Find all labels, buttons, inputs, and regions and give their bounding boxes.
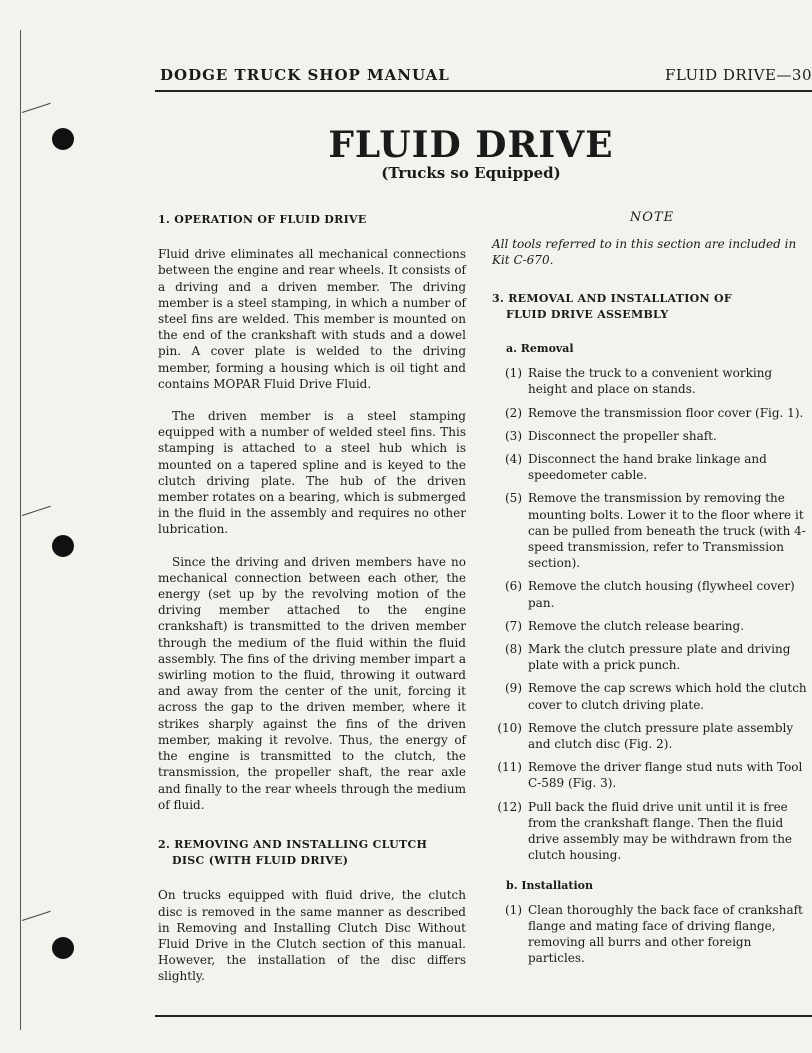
step-text: Disconnect the propeller shaft.: [528, 428, 717, 443]
step-text: Remove the clutch release bearing.: [528, 618, 745, 633]
page-title: FLUID DRIVE: [328, 124, 614, 166]
step-text: Mark the clutch pressure plate and driving plate with a prick punch.: [528, 642, 791, 673]
left-column: [158, 212, 466, 1001]
step-number: (12): [497, 799, 522, 814]
step-number: (10): [497, 720, 522, 735]
list-item: [492, 490, 812, 571]
edge-tick: [22, 506, 51, 516]
step-text: Remove the transmission floor cover (Fig. 1).: [528, 405, 804, 420]
step-text: Remove the cap screws which hold the clutch cover to clutch driving plate.: [528, 681, 807, 712]
step-text: Remove the transmission by removing the mounting bolts. Lower it to the floor where it can be pulled from beneath the truck (with 4-speed transmission, refer to Transmission section).: [528, 491, 806, 571]
step-number: (6): [505, 579, 522, 594]
edge-tick: [22, 103, 51, 113]
step-text: Disconnect the hand brake linkage and speedometer cable.: [528, 452, 767, 483]
step-text: Raise the truck to a convenient working height and place on stands.: [528, 366, 773, 397]
step-number: (1): [505, 902, 522, 917]
removal-steps: [492, 365, 812, 863]
list-item: [492, 902, 812, 967]
removal-subheading: a. Removal: [506, 342, 574, 356]
section-2-heading: [158, 837, 466, 869]
step-number: (3): [505, 428, 522, 443]
list-item: [492, 451, 812, 483]
list-item: [492, 618, 812, 634]
step-text: Pull back the fluid drive unit until it is free from the crankshaft flange. Then the fluid drive assembly may be withdrawn from the clutch housing.: [528, 799, 793, 863]
page-subtitle: (Trucks so Equipped): [381, 164, 561, 182]
section-2-heading-line-2: DISC (WITH FLUID DRIVE): [172, 854, 349, 868]
step-number: (9): [505, 681, 522, 696]
section-1-paragraph-1: Fluid drive eliminates all mechanical connections between the engine and rear wheels. It consists of a driving and a driven member. The driving member is a steel stamping, in which a number of steel fins are welded. This member is mounted on the end of the crankshaft with studs and a dowel pin. A cover plate is welded to the driving member, forming a housing which is oil tight and contains MOPAR Fluid Drive Fluid.: [158, 247, 466, 391]
section-1-heading: 1. OPERATION OF FLUID DRIVE: [158, 213, 367, 226]
step-text: Remove the clutch pressure plate assembly and clutch disc (Fig. 2).: [528, 720, 794, 752]
installation-subheading: b. Installation: [506, 878, 593, 892]
step-number: (7): [505, 618, 522, 633]
section-3-heading-line-2: FLUID DRIVE ASSEMBLY: [506, 307, 669, 321]
section-2-paragraph-1: On trucks equipped with fluid drive, the clutch disc is removed in the same manner as described in Removing and Installing Clutch Disc Without Fluid Drive in the Clutch section of this manual. However, the installation of the disc differs slightly.: [158, 888, 466, 984]
footer-rule: [155, 1015, 812, 1017]
step-text: Clean thoroughly the back face of crankshaft flange and mating face of driving flange, removing all burrs and other foreign particles.: [528, 902, 803, 966]
installation-steps: [492, 902, 812, 967]
list-item: [492, 759, 812, 791]
header-rule: [155, 90, 812, 92]
section-1-paragraph-3: Since the driving and driven members have no mechanical connection between each other, the energy (set up by the revolving motion of the driving member attached to the engine crankshaft) is transmitted to the driven member through the medium of the fluid within the fluid assembly. The fins of the driving member impart a swirling motion to the fluid, throwing it outward and away from the center of the unit, forcing it across the gap to the driven member, where it strikes sharply against the fins of the driven member, making it revolve. Thus, the energy of the engine is transmitted to the clutch, the transmission, the propeller shaft, the rear axle and finally to the rear wheels through the medium of fluid.: [158, 554, 466, 812]
section-2-heading-line-1: 2. REMOVING AND INSTALLING CLUTCH: [158, 837, 428, 851]
note-title: NOTE: [629, 210, 675, 225]
title-block: [0, 124, 812, 166]
step-number: (4): [505, 452, 522, 467]
running-header-left: DODGE TRUCK SHOP MANUAL: [160, 66, 450, 84]
punch-hole-middle: [52, 535, 74, 557]
section-3-heading: [492, 291, 812, 323]
running-header-right: FLUID DRIVE—30: [664, 66, 812, 84]
list-item: [492, 680, 812, 712]
edge-tick: [22, 911, 51, 921]
section-1-paragraph-2: The driven member is a steel stamping equipped with a number of welded steel fins. This stamping is attached to a steel hub which is mounted on a tapered spline and is keyed to the clutch driving plate. The hub of the driven member rotates on a bearing, which is submerged in the fluid in the assembly and requires no other lubrication.: [158, 409, 466, 537]
step-number: (5): [505, 491, 522, 506]
list-item: [492, 405, 812, 421]
subtitle-block: [0, 163, 812, 182]
list-item: [492, 428, 812, 444]
punch-hole-bottom: [52, 937, 74, 959]
step-number: (11): [497, 760, 522, 775]
step-number: (8): [505, 642, 522, 657]
step-number: (2): [505, 405, 522, 420]
step-number: (1): [505, 366, 522, 381]
step-text: Remove the clutch housing (flywheel cover) pan.: [528, 579, 795, 610]
list-item: [492, 365, 812, 397]
right-column: [492, 210, 812, 981]
list-item: [492, 641, 812, 673]
step-text: Remove the driver flange stud nuts with Tool C-589 (Fig. 3).: [528, 760, 803, 791]
list-item: [492, 799, 812, 864]
section-3-heading-line-1: 3. REMOVAL AND INSTALLATION OF: [492, 291, 732, 305]
list-item: [492, 578, 812, 610]
note-text: All tools referred to in this section are included in Kit C-670.: [492, 237, 797, 268]
list-item: [492, 720, 812, 752]
